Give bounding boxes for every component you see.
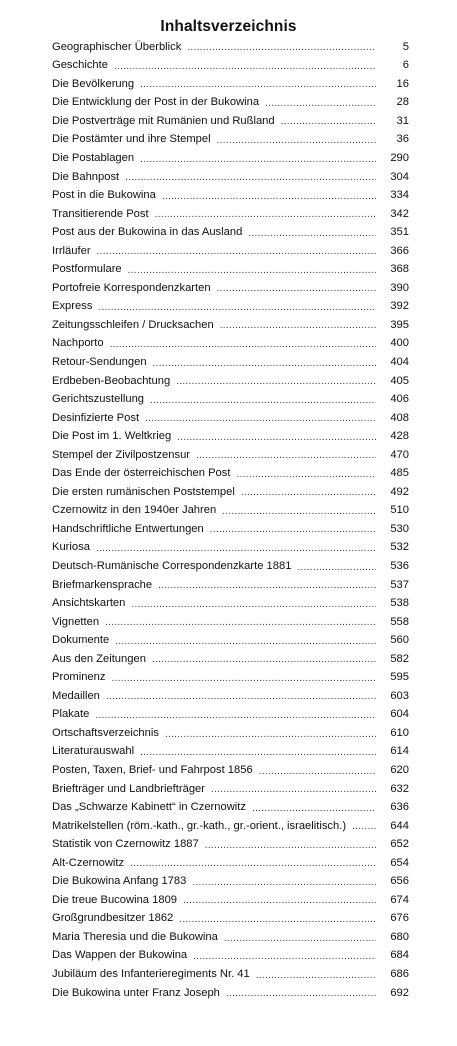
toc-entry-label: Plakate: [52, 708, 90, 721]
toc-entry: [52, 687, 409, 706]
toc-entry: [52, 539, 409, 558]
toc-entry-page-number: 604: [390, 708, 409, 721]
toc-entry-label: Maria Theresia und die Bukowina: [52, 930, 218, 943]
toc-entry-page-number: 595: [390, 671, 409, 684]
toc-entry-label: Desinfizierte Post: [52, 411, 140, 424]
toc-entry-label: Die Entwicklung der Post in der Bukowina: [52, 96, 260, 109]
toc-entry-page-number: 536: [390, 559, 409, 572]
dot-leader: [256, 971, 376, 981]
toc-entry: [52, 390, 409, 409]
dot-leader: [352, 822, 376, 832]
toc-entry-label: Briefträger und Landbriefträger: [52, 782, 205, 795]
dot-leader: [140, 80, 376, 90]
toc-entry-page-number: 686: [390, 968, 409, 981]
toc-entry: [52, 743, 409, 762]
toc-entry: [52, 613, 409, 632]
toc-entry-page-number: 560: [390, 634, 409, 647]
toc-entry-label: Die Bevölkerung: [52, 77, 135, 90]
toc-entry-label: Die Bukowina unter Franz Joseph: [52, 986, 220, 999]
toc-entry-label: Post aus der Bukowina in das Ausland: [52, 226, 243, 239]
dot-leader: [241, 488, 376, 498]
toc-entry-label: Handschriftliche Entwertungen: [52, 522, 204, 535]
dot-leader: [95, 711, 376, 721]
toc-entry-page-number: 405: [390, 374, 409, 387]
toc-entry-page-number: 614: [390, 745, 409, 758]
dot-leader: [193, 952, 376, 962]
dot-leader: [105, 618, 376, 628]
toc-entry-label: Geschichte: [52, 59, 108, 72]
toc-entry-page-number: 304: [390, 170, 409, 183]
toc-entry-page-number: 603: [390, 689, 409, 702]
toc-entry-page-number: 676: [390, 912, 409, 925]
dot-leader: [125, 173, 376, 183]
dot-leader: [217, 284, 376, 294]
dot-leader: [176, 377, 376, 387]
dot-leader: [98, 303, 376, 313]
toc-entry-label: Alt-Czernowitz: [52, 856, 125, 869]
toc-entry-page-number: 674: [390, 893, 409, 906]
toc-entry: [52, 780, 409, 799]
toc-entry: [52, 594, 409, 613]
dot-leader: [177, 433, 376, 443]
dot-leader: [145, 414, 376, 424]
toc-entry: [52, 112, 409, 131]
toc-entry: [52, 854, 409, 873]
toc-entry-page-number: 392: [390, 300, 409, 313]
dot-leader: [114, 62, 376, 72]
dot-leader: [128, 266, 376, 276]
toc-entry-page-number: 582: [390, 652, 409, 665]
toc-entry-label: Nachporto: [52, 337, 104, 350]
toc-entry: [52, 817, 409, 836]
toc-entry-label: Vignetten: [52, 615, 100, 628]
toc-entry-page-number: 470: [390, 448, 409, 461]
toc-entry: [52, 650, 409, 669]
toc-entry: [52, 502, 409, 521]
toc-entry-label: Jubiläum des Infanterieregiments Nr. 41: [52, 968, 250, 981]
toc-entry-page-number: 537: [390, 578, 409, 591]
toc-entry-label: Erdbeben-Beobachtung: [52, 374, 171, 387]
toc-entry: [52, 186, 409, 205]
toc-entry-page-number: 530: [390, 522, 409, 535]
toc-entry-label: Ansichtskarten: [52, 597, 126, 610]
toc-entry: [52, 632, 409, 651]
toc-entry: [52, 261, 409, 280]
toc-entry-label: Die Postablagen: [52, 151, 135, 164]
toc-entry-page-number: 428: [390, 430, 409, 443]
dot-leader: [130, 859, 376, 869]
toc-entry-page-number: 5: [402, 40, 409, 53]
dot-leader: [217, 136, 376, 146]
toc-entry: [52, 576, 409, 595]
toc-entry: [52, 335, 409, 354]
dot-leader: [158, 581, 376, 591]
dot-leader: [236, 470, 376, 480]
toc-entry-label: Ortschaftsverzeichnis: [52, 726, 159, 739]
toc-entry-label: Retour-Sendungen: [52, 355, 147, 368]
toc-entry-label: Das „Schwarze Kabinett“ in Czernowitz: [52, 801, 246, 814]
toc-entry: [52, 947, 409, 966]
toc-entry: [52, 57, 409, 76]
dot-leader: [165, 730, 376, 740]
toc-entry-page-number: 351: [390, 226, 409, 239]
toc-entry-page-number: 406: [390, 393, 409, 406]
toc-entry-page-number: 485: [390, 467, 409, 480]
toc-entry-label: Kuriosa: [52, 541, 90, 554]
toc-entry-page-number: 532: [390, 541, 409, 554]
toc-entry: [52, 279, 409, 298]
toc-entry: [52, 353, 409, 372]
toc-entry-page-number: 400: [390, 337, 409, 350]
dot-leader: [248, 229, 376, 239]
dot-leader: [187, 43, 376, 53]
toc-entry-label: Dokumente: [52, 634, 110, 647]
toc-entry-label: Posten, Taxen, Brief- und Fahrpost 1856: [52, 764, 253, 776]
dot-leader: [150, 396, 376, 406]
toc-entry-page-number: 684: [390, 949, 409, 962]
toc-entry-page-number: 36: [396, 133, 409, 146]
toc-entry-label: Stempel der Zivilpostzensur: [52, 448, 191, 461]
toc-entry-page-number: 558: [390, 615, 409, 628]
dot-leader: [115, 637, 376, 647]
dot-leader: [252, 804, 376, 814]
toc-entry-page-number: 492: [390, 485, 409, 498]
toc-entry-page-number: 404: [390, 355, 409, 368]
toc-entry-label: Das Wappen der Bukowina: [52, 949, 188, 962]
toc-entry-label: Aus den Zeitungen: [52, 652, 146, 665]
toc-entry-page-number: 680: [390, 930, 409, 943]
toc-entry-page-number: 636: [390, 801, 409, 814]
toc-entry-label: Prominenz: [52, 671, 106, 684]
dot-leader: [297, 563, 376, 573]
toc-entry-label: Deutsch-Rumänische Correspondenzkarte 1881: [52, 559, 292, 572]
toc-entry-page-number: 644: [390, 819, 409, 832]
page-title: Inhaltsverzeichnis: [160, 18, 297, 35]
toc-entry-page-number: 28: [396, 96, 409, 109]
toc-entry-page-number: 334: [390, 189, 409, 202]
toc-entry-page-number: 366: [390, 244, 409, 257]
table-of-contents: [52, 38, 409, 1002]
toc-entry: [52, 149, 409, 168]
dot-leader: [131, 600, 376, 610]
toc-entry: [52, 798, 409, 817]
toc-entry-label: Die Post im 1. Weltkrieg: [52, 430, 172, 443]
dot-leader: [153, 359, 376, 369]
toc-entry-label: Portofreie Korrespondenzkarten: [52, 281, 211, 294]
toc-entry-page-number: 620: [390, 764, 409, 776]
toc-entry-label: Express: [52, 300, 93, 313]
dot-leader: [226, 989, 376, 999]
toc-entry-page-number: 654: [390, 856, 409, 869]
toc-entry-label: Medaillen: [52, 689, 100, 702]
dot-leader: [259, 767, 376, 777]
dot-leader: [97, 247, 376, 257]
toc-entry-page-number: 16: [396, 77, 409, 90]
dot-leader: [211, 785, 376, 795]
dot-leader: [265, 99, 376, 109]
toc-entry-label: Statistik von Czernowitz 1887: [52, 838, 199, 851]
dot-leader: [205, 841, 376, 851]
toc-entry: [52, 706, 409, 725]
toc-entry: [52, 724, 409, 743]
toc-entry: [52, 557, 409, 576]
dot-leader: [224, 934, 376, 944]
toc-entry: [52, 205, 409, 224]
toc-entry-label: Das Ende der österreichischen Post: [52, 467, 231, 480]
toc-entry-label: Irrläufer: [52, 244, 91, 257]
dot-leader: [140, 155, 376, 165]
toc-entry: [52, 465, 409, 484]
toc-entry-page-number: 652: [390, 838, 409, 851]
toc-entry: [52, 520, 409, 539]
toc-entry-label: Großgrundbesitzer 1862: [52, 912, 174, 925]
toc-entry-page-number: 342: [390, 207, 409, 220]
toc-entry: [52, 242, 409, 261]
toc-entry-label: Gerichtszustellung: [52, 393, 145, 406]
toc-entry: [52, 427, 409, 446]
dot-leader: [155, 210, 376, 220]
toc-entry-label: Zeitungsschleifen / Drucksachen: [52, 318, 214, 331]
toc-entry-label: Geographischer Überblick: [52, 40, 182, 53]
toc-entry-page-number: 290: [390, 151, 409, 164]
toc-entry-page-number: 510: [390, 504, 409, 517]
toc-entry: [52, 984, 409, 1003]
toc-entry-label: Czernowitz in den 1940er Jahren: [52, 504, 217, 517]
toc-entry: [52, 131, 409, 150]
toc-entry: [52, 75, 409, 94]
dot-leader: [222, 507, 376, 517]
dot-leader: [110, 340, 376, 350]
toc-entry: [52, 910, 409, 929]
toc-entry: [52, 761, 409, 780]
toc-entry-label: Postformulare: [52, 263, 122, 276]
toc-entry-label: Matrikelstellen (röm.-kath., gr.-kath., gr.-orient., israelitisch.): [52, 819, 347, 832]
toc-entry: [52, 965, 409, 984]
toc-entry-label: Die Postämter und ihre Stempel: [52, 133, 211, 146]
toc-entry-page-number: 692: [390, 986, 409, 999]
toc-entry: [52, 873, 409, 892]
toc-entry: [52, 928, 409, 947]
dot-leader: [281, 117, 376, 127]
toc-entry: [52, 891, 409, 910]
toc-entry-label: Die Postverträge mit Rumänien und Rußland: [52, 114, 275, 127]
toc-entry-label: Die Bukowina Anfang 1783: [52, 875, 187, 888]
toc-entry: [52, 38, 409, 57]
toc-entry: [52, 669, 409, 688]
dot-leader: [162, 192, 376, 202]
toc-entry: [52, 168, 409, 187]
dot-leader: [96, 544, 376, 554]
dot-leader: [111, 674, 376, 684]
toc-entry-page-number: 538: [390, 597, 409, 610]
toc-entry-page-number: 6: [402, 59, 409, 72]
toc-entry-page-number: 632: [390, 782, 409, 795]
dot-leader: [192, 878, 376, 888]
dot-leader: [183, 896, 376, 906]
dot-leader: [179, 915, 376, 925]
toc-entry-page-number: 31: [396, 114, 409, 127]
toc-entry-label: Post in die Bukowina: [52, 189, 156, 202]
toc-entry-label: Transitierende Post: [52, 207, 149, 220]
dot-leader: [152, 655, 376, 665]
toc-entry: [52, 316, 409, 335]
dot-leader: [220, 321, 376, 331]
dot-leader: [196, 451, 376, 461]
toc-entry: [52, 94, 409, 113]
dot-leader: [106, 692, 376, 702]
toc-entry: [52, 298, 409, 317]
toc-entry: [52, 409, 409, 428]
toc-entry: [52, 483, 409, 502]
toc-entry: [52, 836, 409, 855]
toc-entry-label: Briefmarkensprache: [52, 578, 153, 591]
toc-entry: [52, 446, 409, 465]
toc-entry-label: Die treue Bucowina 1809: [52, 893, 178, 906]
toc-entry-page-number: 395: [390, 318, 409, 331]
toc-entry-page-number: 610: [390, 726, 409, 739]
toc-entry-page-number: 656: [390, 875, 409, 888]
toc-entry-label: Literaturauswahl: [52, 745, 135, 758]
toc-entry-label: Die ersten rumänischen Poststempel: [52, 485, 235, 498]
toc-entry-page-number: 368: [390, 263, 409, 276]
toc-entry-label: Die Bahnpost: [52, 170, 120, 183]
toc-entry-page-number: 408: [390, 411, 409, 424]
dot-leader: [210, 525, 376, 535]
toc-entry: [52, 372, 409, 391]
toc-entry: [52, 223, 409, 242]
dot-leader: [140, 748, 376, 758]
toc-entry-page-number: 390: [390, 281, 409, 294]
